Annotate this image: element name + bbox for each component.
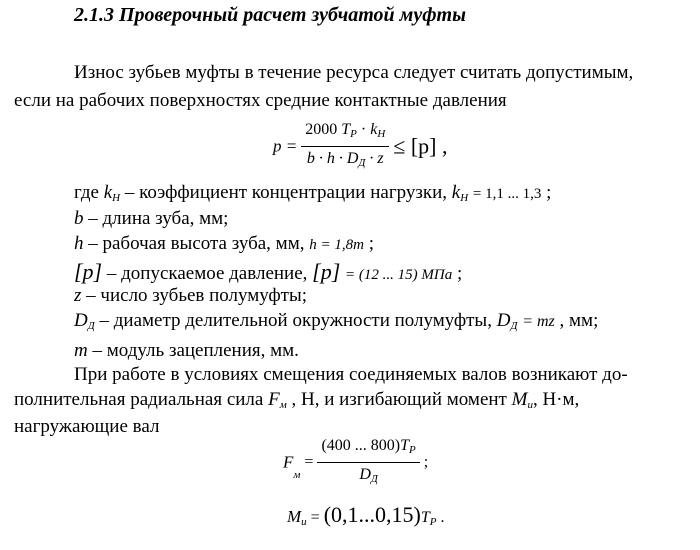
def-h-sym: h xyxy=(74,233,84,254)
def-m-sym: m xyxy=(74,340,88,361)
def-kh-sym: k xyxy=(103,182,113,203)
def-b xyxy=(74,208,228,230)
formula-p-num-T-sub: P xyxy=(350,128,357,140)
def-kh xyxy=(74,182,551,204)
para2-Mu-sub: u xyxy=(527,399,533,411)
formula-F-num-T-sub: P xyxy=(409,444,416,456)
para2-Mu-sym: M xyxy=(511,389,528,410)
def-kh-text: – коэффициент концентрации нагрузки, xyxy=(124,182,448,203)
formula-p-num-k-sub: H xyxy=(377,128,386,140)
def-p-sym: [p] xyxy=(74,259,103,284)
formula-pressure xyxy=(273,120,448,173)
formula-F-lhs: F xyxy=(283,452,294,472)
formula-p-num-dot: · xyxy=(360,121,367,138)
intro-line-2: если на рабочих поверхностях средние контактные давления xyxy=(14,90,507,111)
formula-moment xyxy=(287,502,445,528)
def-h-text: – рабочая высота зуба, мм, xyxy=(88,233,305,254)
formula-F-den-sub: Д xyxy=(370,473,378,485)
def-kh-prefix: где xyxy=(74,182,99,203)
def-p xyxy=(74,259,462,285)
section-title: 2.1.3 Проверочный расчет зубчатой муфты xyxy=(74,4,466,26)
def-D-val-sym: D xyxy=(496,310,511,331)
formula-p-den-b: · z xyxy=(365,150,384,167)
formula-F-den: D xyxy=(359,466,371,483)
para2-line-2-a: полнительная радиальная сила xyxy=(14,389,264,410)
def-kh-sym-sub: H xyxy=(112,192,121,204)
def-D-text: – диаметр делительной окружности полумуфты, xyxy=(99,310,492,331)
para2-line-2 xyxy=(14,389,579,411)
def-kh-end: ; xyxy=(546,182,552,203)
formula-p-rhs: ≤ [p] , xyxy=(393,133,448,159)
def-kh-val: = 1,1 ... 1,3 xyxy=(472,186,542,202)
def-D-val: = mz xyxy=(522,313,555,330)
formula-F-num-T: T xyxy=(400,437,410,454)
def-h-val: h = 1,8m xyxy=(309,237,364,253)
formula-M-val: (0,1...0,15) xyxy=(323,502,421,527)
formula-force xyxy=(283,436,428,489)
def-z-text: – число зубьев полумуфты; xyxy=(86,285,307,306)
def-b-text: – длина зуба, мм; xyxy=(88,208,229,229)
def-p-val-sym: [p] xyxy=(312,259,341,284)
formula-F-eq: = xyxy=(304,453,314,471)
formula-M-end: . xyxy=(440,509,445,526)
def-h-end: ; xyxy=(368,233,374,254)
def-z-sym: z xyxy=(74,285,82,306)
formula-p-num-T: T xyxy=(341,121,351,138)
formula-p-den-D-sub: Д xyxy=(358,157,366,169)
intro-line-1: Износ зубьев муфты в течение ресурса следует считать допустимым, xyxy=(74,62,634,83)
para2-Fm-sub: м xyxy=(279,399,287,411)
formula-p-num-const: 2000 xyxy=(305,121,338,138)
def-p-val: = (12 ... 15) МПа xyxy=(345,267,453,283)
formula-p-den-a: b · h · D xyxy=(306,150,359,167)
formula-M-lhs: M xyxy=(287,507,302,526)
formula-F-end: ; xyxy=(423,453,429,471)
formula-M-T: T xyxy=(420,509,430,526)
def-p-end: ; xyxy=(456,263,463,284)
def-D-end: , мм; xyxy=(559,310,599,331)
def-m xyxy=(74,340,299,362)
formula-F-lhs-sub: м xyxy=(293,469,301,482)
def-D-sym: D xyxy=(74,310,88,331)
para2-line-2-c: , Н·м, xyxy=(532,389,580,410)
def-D xyxy=(74,310,598,332)
def-p-text: – допускаемое давление, xyxy=(106,263,308,284)
def-m-text: – модуль зацепления, мм. xyxy=(92,340,299,361)
formula-F-num: (400 ... 800) xyxy=(321,437,401,454)
para2-line-1: При работе в условиях смещения соединяемых валов возникают до- xyxy=(74,364,628,385)
formula-p-num-k: k xyxy=(370,121,378,138)
def-D-val-sub: Д xyxy=(510,320,518,332)
formula-M-lhs-sub: u xyxy=(301,516,307,528)
formula-M-eq: = xyxy=(310,509,320,526)
def-kh-val-sym: k xyxy=(451,182,461,203)
formula-M-T-sub: P xyxy=(429,516,437,528)
def-D-sym-sub: Д xyxy=(87,320,95,332)
def-z xyxy=(74,285,307,307)
def-h xyxy=(74,233,374,255)
def-kh-val-sub: H xyxy=(460,192,469,204)
formula-p-lhs: p = xyxy=(273,136,298,156)
def-b-sym: b xyxy=(74,208,84,229)
para2-line-2-b: , Н, и изгибающий момент xyxy=(291,389,507,410)
para2-Fm-sym: F xyxy=(268,389,280,410)
para2-line-3: нагружающие вал xyxy=(14,416,160,437)
